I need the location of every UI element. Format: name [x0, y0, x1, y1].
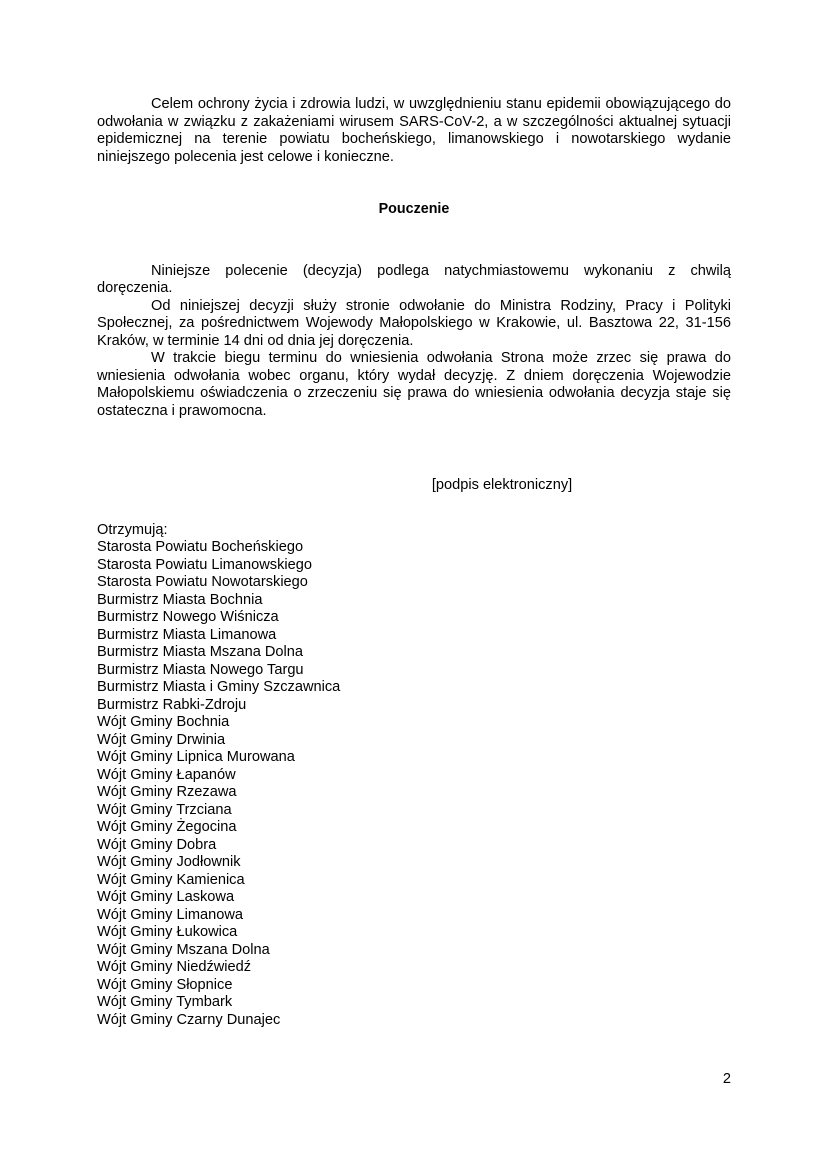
list-item: Wójt Gminy Laskowa [97, 889, 235, 905]
list-item: Wójt Gminy Lipnica Murowana [97, 749, 295, 765]
list-item: Wójt Gminy Kamienica [97, 871, 245, 888]
list-item: Wójt Gminy Limanowa [97, 906, 243, 923]
list-item: Starosta Powiatu Bocheńskiego [97, 539, 304, 555]
section-heading-pouczenie: Pouczenie [378, 201, 450, 217]
list-item: Wójt Gminy Mszana Dolna [97, 941, 270, 958]
list-item: Burmistrz Miasta Nowego Targu [97, 661, 304, 678]
list-item: Burmistrz Rabki-Zdroju [97, 696, 247, 713]
list-item: Wójt Gminy Żegocina [97, 819, 237, 835]
list-item: Burmistrz Miasta Mszana Dolna [97, 644, 303, 660]
list-item: Wójt Gminy Niedźwiedź [97, 959, 252, 975]
spacer [97, 219, 731, 263]
paragraph-waiver-of-appeal: W trakcie biegu terminu do wniesienia odwołania Strona może zrzec się prawa do wniesienia odwołania wobec organu, który wydał decyzję. Z dniem doręczenia Wojewodzie Małopolskiemu oświadczenia o zrzeczeniu się prawa do wniesienia odwołania decyzja staje się ostateczna i prawomocna. [97, 350, 731, 419]
list-item: Starosta Powiatu Nowotarskiego [97, 574, 308, 590]
spacer [97, 495, 731, 522]
list-item: Wójt Gminy Bochnia [97, 714, 230, 730]
list-item: Wójt Gminy Słopnice [97, 976, 233, 993]
recipients-label: Otrzymują: [97, 521, 168, 538]
list-item: Burmistrz Miasta i Gminy Szczawnica [97, 679, 341, 695]
paragraph-justification: Celem ochrony życia i zdrowia ludzi, w uwzględnieniu stanu epidemii obowiązującego do odwołania w związku z zakażeniami wirusem SARS-CoV-2, a w szczególności aktualnej sytuacji epidemicznej na terenie powiatu bocheńskiego, limanowskiego i nowotarskiego wydanie niniejszego polecenia jest celowe i konieczne. [97, 96, 731, 165]
list-item: Wójt Gminy Tymbark [97, 994, 233, 1010]
list-item: Wójt Gminy Czarny Dunajec [97, 1011, 281, 1028]
spacer [97, 420, 731, 477]
list-item: Wójt Gminy Rzezawa [97, 784, 237, 800]
paragraph-immediate-execution: Niniejsze polecenie (decyzja) podlega natychmiastowemu wykonaniu z chwilą doręczenia. [97, 262, 731, 296]
list-item: Wójt Gminy Dobra [97, 836, 217, 853]
list-item: Burmistrz Miasta Bochnia [97, 591, 263, 608]
page-number: 2 [722, 1071, 731, 1087]
list-item: Burmistrz Miasta Limanowa [97, 626, 277, 643]
list-item: Wójt Gminy Łukowica [97, 924, 238, 940]
list-item: Starosta Powiatu Limanowskiego [97, 556, 312, 573]
recipients-list [97, 539, 731, 1029]
list-item: Wójt Gminy Jodłownik [97, 854, 241, 870]
electronic-signature-line: [podpis elektroniczny] [431, 477, 573, 493]
list-item: Burmistrz Nowego Wiśnicza [97, 609, 279, 625]
list-item: Wójt Gminy Drwinia [97, 731, 226, 748]
paragraph-appeal-route: Od niniejszej decyzji służy stronie odwołanie do Ministra Rodziny, Pracy i Polityki Społecznej, za pośrednictwem Wojewody Małopolskiego w Krakowie, ul. Basztowa 22, 31-156 Kraków, w terminie 14 dni od dnia jej doręczenia. [97, 297, 731, 349]
list-item: Wójt Gminy Łapanów [97, 766, 236, 783]
spacer [97, 166, 731, 201]
list-item: Wójt Gminy Trzciana [97, 801, 232, 818]
document-body [97, 96, 731, 1029]
